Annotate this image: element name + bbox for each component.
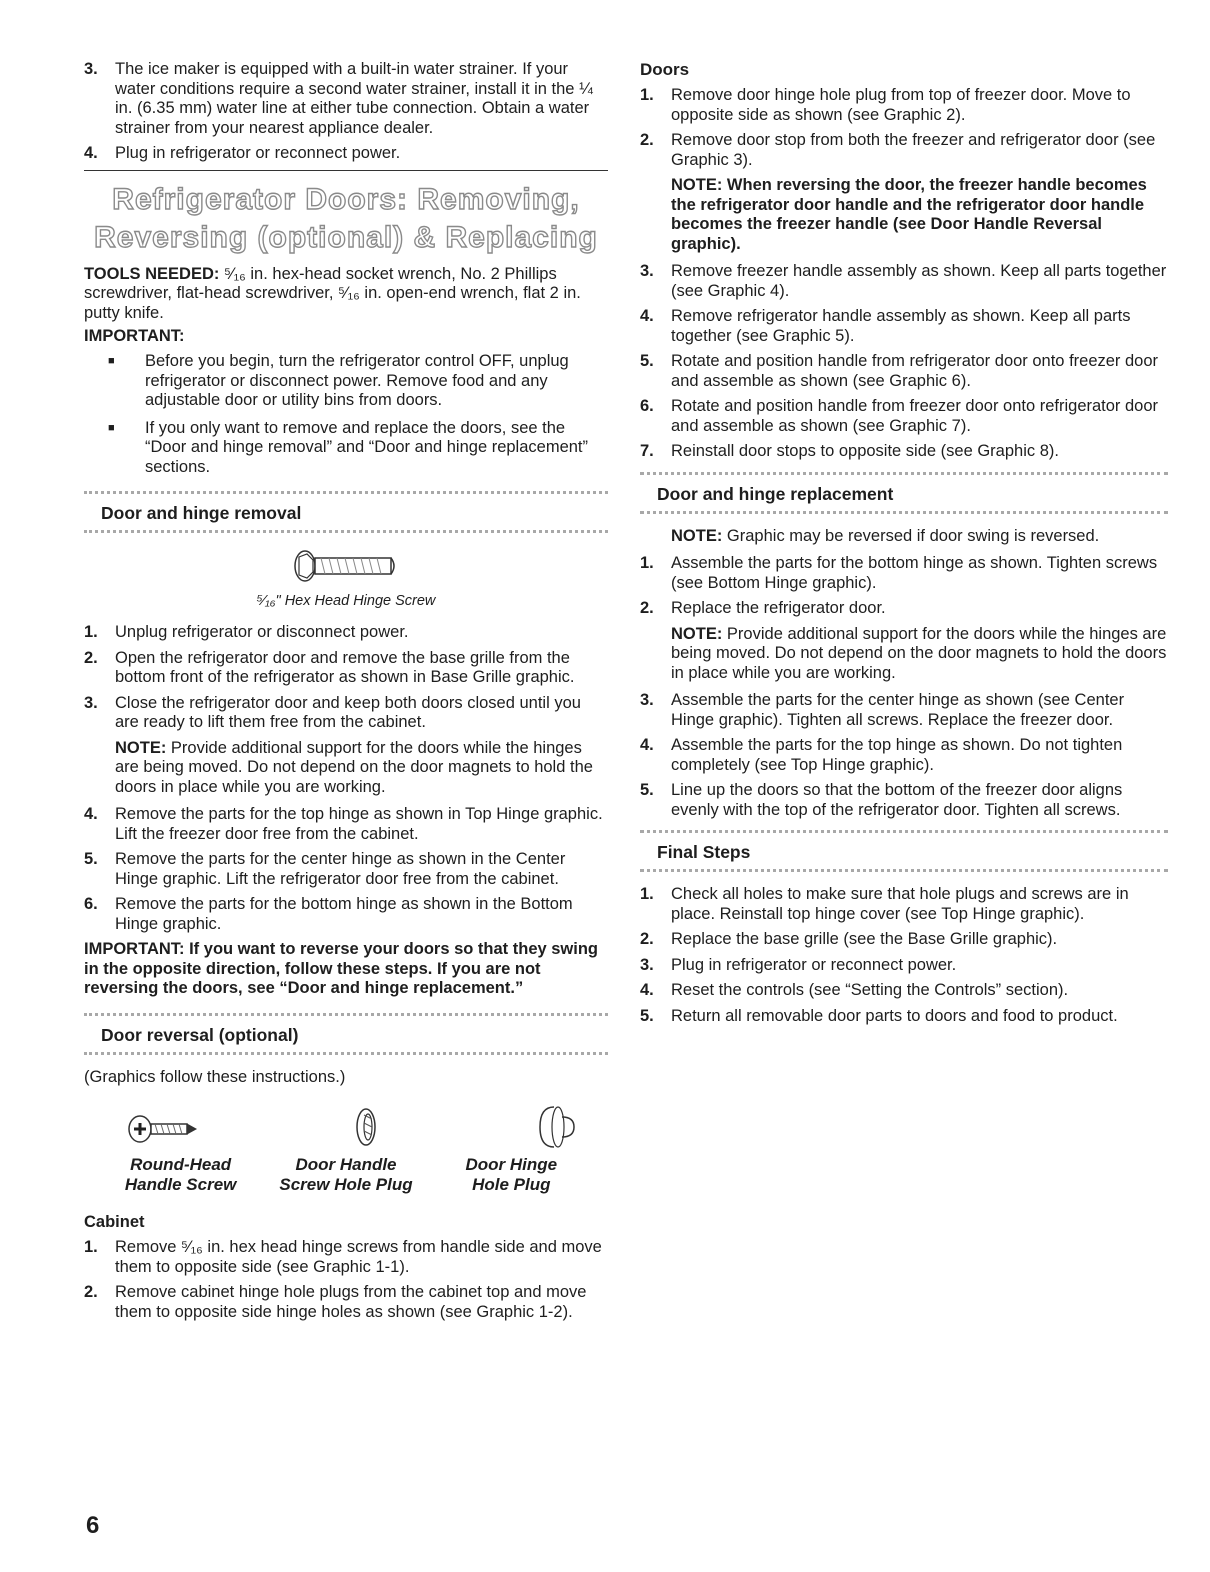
- door-handle-plug-icon: [336, 1099, 396, 1151]
- list-item: 2. Open the refrigerator door and remove the base grille from the bottom front of the refrigerator as shown in Base Grille graphic.: [84, 648, 575, 686]
- list-item: 2. Replace the refrigerator door.: [640, 599, 886, 617]
- page-number: 6: [86, 1512, 100, 1539]
- section-title: Refrigerator Doors: Removing, Reversing (optional) & Replacing: [94, 182, 598, 254]
- screw-caption: ⁵⁄₁₆" Hex Head Hinge Screw: [256, 593, 436, 609]
- right-column: [640, 60, 1168, 1032]
- list-item: 4. Assemble the parts for the top hinge as shown. Do not tighten completely (see Top Hinge graphic).: [640, 736, 1123, 774]
- door-handle-plug-label: Door Handle Screw Hole Plug: [279, 1155, 413, 1194]
- cabinet-heading: Cabinet: [84, 1213, 145, 1231]
- dotted-divider: [84, 1052, 608, 1058]
- dotted-divider: [640, 869, 1168, 875]
- list-item: 6. Rotate and position handle from freezer door onto refrigerator door and assemble as shown (see Graphic 7).: [640, 397, 1159, 435]
- important-reverse-note: IMPORTANT: If you want to reverse your doors so that they swing in the opposite direction, follow these steps. If you are not reversing the doors, see “Door and hinge replacement.”: [84, 940, 599, 997]
- list-item: 3. The ice maker is equipped with a built-in water strainer. If your water conditions require a second water strainer, install it in the ¼ in. (6.35 mm) water line at either tube connection. Obtain a water strainer from your nearest appliance dealer.: [84, 60, 593, 137]
- parts-labels: [84, 1155, 608, 1195]
- removal-header: [84, 491, 608, 536]
- list-item: 1. Remove door hinge hole plug from top of freezer door. Move to opposite side as shown (see Graphic 2).: [640, 86, 1131, 124]
- list-item: 3. Remove freezer handle assembly as shown. Keep all parts together (see Graphic 4).: [640, 262, 1167, 300]
- replacement-header: [640, 472, 1168, 517]
- list-item: 4. Remove the parts for the top hinge as shown in Top Hinge graphic. Lift the freezer door free from the cabinet.: [84, 805, 603, 843]
- list-item: 4. Plug in refrigerator or reconnect power.: [84, 144, 401, 162]
- doors-note: NOTE: When reversing the door, the freezer handle becomes the refrigerator door handle and the refrigerator door handle becomes the freezer handle (see Door Handle Reversal graphic).: [671, 176, 1147, 253]
- replacement-note: NOTE: Graphic may be reversed if door swing is reversed.: [671, 526, 1100, 545]
- door-hinge-plug-icon: [528, 1099, 588, 1151]
- door-hinge-plug-label: Door Hinge Hole Plug: [465, 1155, 558, 1194]
- list-item: 3. Plug in refrigerator or reconnect power.: [640, 955, 957, 974]
- bullet-icon: ■: [108, 355, 115, 367]
- bullet-icon: ■: [108, 421, 115, 434]
- left-column: [84, 60, 608, 1328]
- list-item: 4. Remove refrigerator handle assembly as shown. Keep all parts together (see Graphic 5).: [640, 307, 1131, 345]
- graphics-follow: (Graphics follow these instructions.): [84, 1067, 346, 1086]
- round-head-screw-icon: [124, 1099, 204, 1151]
- list-item: 2. Remove cabinet hinge hole plugs from the cabinet top and move them to opposite side hinge holes as shown (see Graphic 1-2).: [84, 1283, 587, 1321]
- round-head-screw-label: Round-Head Handle Screw: [124, 1155, 237, 1194]
- final-heading: Final Steps: [657, 842, 751, 862]
- top-steps: [84, 60, 608, 164]
- reversal-heading: Door reversal (optional): [101, 1024, 299, 1045]
- hinge-screw-figure: [84, 546, 608, 591]
- doors-heading: Doors: [640, 60, 690, 79]
- replacement-heading: Door and hinge replacement: [657, 483, 894, 504]
- list-item: 1. Check all holes to make sure that hole plugs and screws are in place. Reinstall top hinge cover (see Top Hinge graphic).: [640, 885, 1129, 923]
- list-item: ■ If you only want to remove and replace the doors, see the “Door and hinge removal” and “Door and hinge replacement” sections.: [108, 418, 588, 476]
- dotted-divider: [640, 511, 1168, 517]
- list-item: 7. Reinstall door stops to opposite side (see Graphic 8).: [640, 442, 1059, 460]
- final-steps: [640, 885, 1168, 1026]
- hex-head-hinge-screw-icon: [291, 546, 401, 586]
- tools-needed: TOOLS NEEDED: ⁵⁄₁₆ in. hex-head socket wrench, No. 2 Phillips screwdriver, flat-head screwdriver, ⁵⁄₁₆ in. open-end wrench, flat 2 in. putty knife.: [84, 264, 581, 322]
- list-item: 1. Assemble the parts for the bottom hinge as shown. Tighten screws (see Bottom Hinge graphic).: [640, 554, 1158, 592]
- removal-heading: Door and hinge removal: [101, 503, 302, 523]
- list-item: 6. Remove the parts for the bottom hinge as shown in the Bottom Hinge graphic.: [84, 895, 573, 933]
- replacement-support-note: NOTE: Provide additional support for the doors while the hinges are being moved. Do not depend on the door magnets to hold the doors in place while you are working.: [671, 624, 1167, 682]
- list-item: 2. Remove door stop from both the freezer and refrigerator door (see Graphic 3).: [640, 131, 1156, 169]
- removal-note: NOTE: Provide additional support for the doors while the hinges are being moved. Do not depend on the door magnets to hold the doors in place while you are working.: [115, 738, 593, 796]
- list-item: 3. Close the refrigerator door and keep both doors closed until you are ready to lift them free from the cabinet.: [84, 693, 581, 731]
- list-item: 1. Remove ⁵⁄₁₆ in. hex head hinge screws from handle side and move them to opposite side (see Graphic 1-1).: [84, 1238, 602, 1276]
- list-item: 3. Assemble the parts for the center hinge as shown (see Center Hinge graphic). Tighten all screws. Replace the freezer door.: [640, 691, 1125, 729]
- list-item: 2. Replace the base grille (see the Base Grille graphic).: [640, 930, 1058, 948]
- list-item: 5. Return all removable door parts to doors and food to product.: [640, 1006, 1118, 1025]
- parts-figures: [84, 1099, 608, 1151]
- list-item: ■ Before you begin, turn the refrigerator control OFF, unplug refrigerator or disconnect power. Remove food and any adjustable door or utility bins from doors.: [108, 352, 569, 409]
- final-header: [640, 830, 1168, 875]
- list-item: 5. Rotate and position handle from refrigerator door onto freezer door and assemble as shown (see Graphic 6).: [640, 352, 1159, 390]
- list-item: 5. Line up the doors so that the bottom of the freezer door aligns evenly with the top of the refrigerator door. Tighten all screws.: [640, 781, 1123, 819]
- list-item: 5. Remove the parts for the center hinge as shown in the Center Hinge graphic. Lift the refrigerator door free from the cabinet.: [84, 850, 566, 888]
- dotted-divider: [84, 530, 608, 536]
- reversal-header: [84, 1013, 608, 1058]
- important-label: IMPORTANT:: [84, 327, 185, 345]
- list-item: 4. Reset the controls (see “Setting the Controls” section).: [640, 981, 1069, 999]
- list-item: 1. Unplug refrigerator or disconnect power.: [84, 623, 409, 641]
